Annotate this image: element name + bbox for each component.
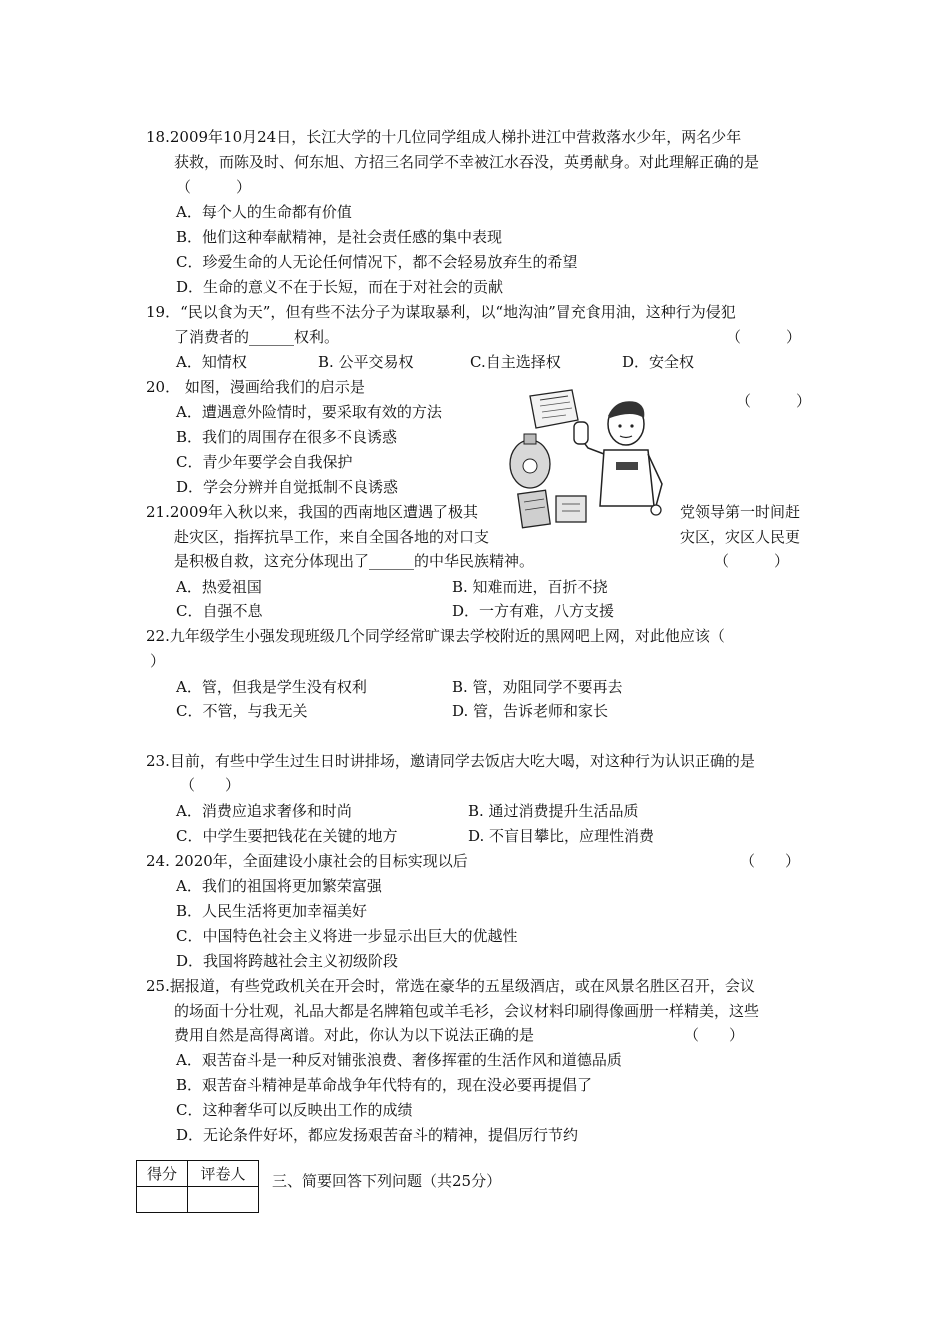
q18-stem-line1: 18.2009年10月24日，长江大学的十几位同学组成人梯扑进江中营救落水少年，两名少年: [146, 128, 742, 146]
score-table: [136, 1160, 259, 1213]
q18-stem-line2: 获救，而陈及时、何东旭、方招三名同学不幸被江水吞没，英勇献身。对此理解正确的是: [174, 153, 760, 171]
q20-option-d: D．学会分辨并自觉抵制不良诱惑: [176, 478, 399, 496]
q21-option-c: C．自强不息: [176, 602, 263, 620]
q21-option-b: B. 知难而进，百折不挠: [452, 578, 608, 596]
q19-stem-line1: 19．“民以食为天”，但有些不法分子为谋取暴利，以“地沟油”冒充食用油，这种行为侵犯: [146, 303, 736, 321]
q21-stem-line1-left: 21.2009年入秋以来，我国的西南地区遭遇了极其: [146, 503, 479, 521]
q19-option-a: A．知情权: [176, 353, 247, 371]
q21-stem-line2-left: 赴灾区，指挥抗旱工作，来自全国各地的对口支: [174, 528, 490, 546]
q21-option-d: D．一方有难，八方支援: [452, 602, 615, 620]
q18-answer-paren: （ ）: [176, 178, 252, 196]
q20-option-a: A．遭遇意外险情时，要采取有效的方法: [176, 403, 442, 421]
q19-option-b: B. 公平交易权: [318, 353, 414, 371]
q24-option-d: D．我国将跨越社会主义初级阶段: [176, 952, 399, 970]
package-icon: [556, 496, 586, 522]
q19-answer-paren: （ ）: [726, 328, 802, 346]
q25-answer-paren: （ ）: [684, 1026, 745, 1044]
q18-option-a: A．每个人的生命都有价值: [176, 203, 352, 221]
grader-cell: [188, 1187, 259, 1213]
q24-option-c: C．中国特色社会主义将进一步显示出巨大的优越性: [176, 927, 518, 945]
q25-stem-line1: 25.据报道，有些党政机关在开会时，常选在豪华的五星级酒店，或在风景名胜区召开，会议: [146, 977, 755, 995]
q24-stem: 24. 2020年，全面建设小康社会的目标实现以后: [146, 852, 468, 870]
q22-option-c: C．不管，与我无关: [176, 702, 308, 720]
q25-stem-line3: 费用自然是高得离谱。对此，你认为以下说法正确的是: [174, 1026, 535, 1044]
q22-stem-line1: 22.九年级学生小强发现班级几个同学经常旷课去学校附近的黑网吧上网，对此他应该（: [146, 627, 725, 645]
q19-option-d: D．安全权: [622, 353, 695, 371]
q23-option-b: B. 通过消费提升生活品质: [468, 802, 639, 820]
q22-stem-line2: ）: [150, 652, 166, 670]
q24-option-a: A．我们的祖国将更加繁荣富强: [176, 877, 382, 895]
q22-option-a: A．管，但我是学生没有权利: [176, 678, 367, 696]
q25-option-b: B．艰苦奋斗精神是革命战争年代特有的，现在没必要再提倡了: [176, 1076, 593, 1094]
q23-answer-paren: （ ）: [180, 776, 241, 794]
cigarette-box-icon: [518, 490, 550, 528]
q23-option-c: C．中学生要把钱花在关键的地方: [176, 827, 398, 845]
q21-stem-line1-right: 党领导第一时间赶: [680, 503, 801, 521]
grader-header: 评卷人: [188, 1161, 259, 1187]
q23-option-a: A．消费应追求奢侈和时尚: [176, 802, 352, 820]
q25-stem-line2: 的场面十分壮观，礼品大都是名牌箱包或羊毛衫，会议材料印刷得像画册一样精美，这些: [174, 1002, 760, 1020]
q22-option-d: D. 管，告诉老师和家长: [452, 702, 609, 720]
q24-option-b: B．人民生活将更加幸福美好: [176, 902, 368, 920]
q21-stem-line2-right: 灾区，灾区人民更: [680, 528, 801, 546]
q20-stem: 20． 如图，漫画给我们的启示是: [146, 378, 365, 396]
section3-title: 三、简要回答下列问题（共25分）: [272, 1172, 502, 1190]
q20-option-c: C．青少年要学会自我保护: [176, 453, 353, 471]
q23-stem: 23.目前，有些中学生过生日时讲排场，邀请同学去饭店大吃大喝，对这种行为认识正确的是: [146, 752, 755, 770]
score-header: 得分: [137, 1161, 188, 1187]
q25-option-c: C．这种奢华可以反映出工作的成绩: [176, 1101, 413, 1119]
q24-answer-paren: （ ）: [740, 852, 801, 870]
q18-option-d: D．生命的意义不在于长短，而在于对社会的贡献: [176, 278, 504, 296]
q21-answer-paren: （ ）: [714, 552, 790, 570]
q25-option-d: D．无论条件好坏，都应发扬艰苦奋斗的精神，提倡厉行节约: [176, 1126, 579, 1144]
score-cell: [137, 1187, 188, 1213]
q20-answer-paren: （ ）: [736, 392, 812, 410]
q23-option-d: D. 不盲目攀比，应理性消费: [468, 827, 655, 845]
cartoon-boy-refusing-temptations: [496, 388, 678, 536]
q19-option-c: C.自主选择权: [470, 353, 561, 371]
q21-option-a: A．热爱祖国: [176, 578, 262, 596]
q25-option-a: A．艰苦奋斗是一种反对铺张浪费、奢侈挥霍的生活作风和道德品质: [176, 1051, 622, 1069]
q19-stem-line2: 了消费者的______权利。: [174, 328, 340, 346]
q21-stem-line3: 是积极自救，这充分体现出了______的中华民族精神。: [174, 552, 535, 570]
q18-option-c: C．珍爱生命的人无论任何情况下，都不会轻易放弃生的希望: [176, 253, 578, 271]
q18-option-b: B．他们这种奉献精神，是社会责任感的集中表现: [176, 228, 503, 246]
q20-option-b: B．我们的周围存在很多不良诱惑: [176, 428, 398, 446]
q22-option-b: B. 管，劝阻同学不要再去: [452, 678, 623, 696]
